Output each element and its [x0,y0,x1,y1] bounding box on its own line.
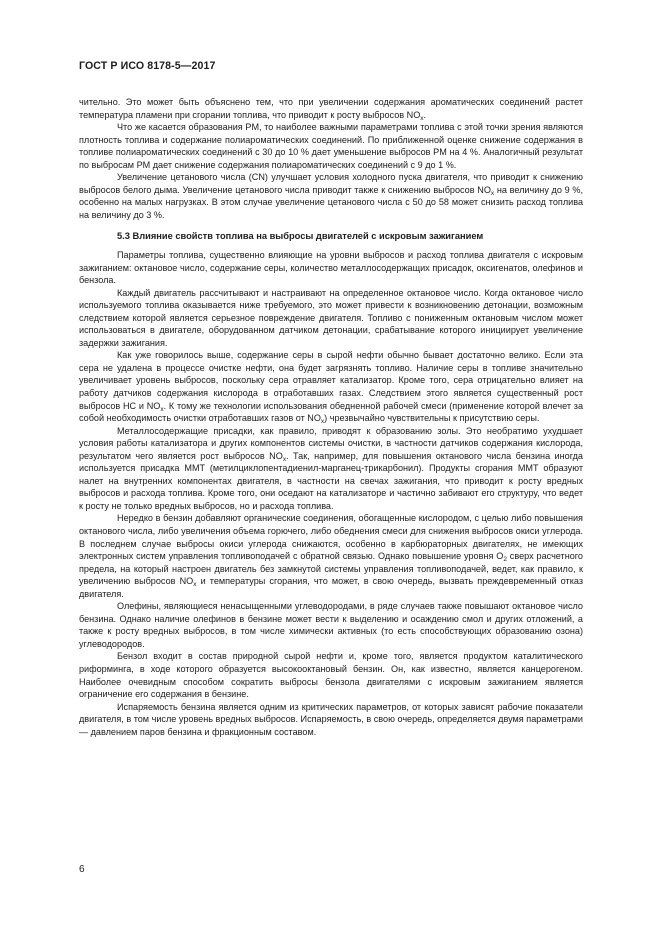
paragraph: Что же касается образования PM, то наиболее важными параметрами топлива с этой точки зрения являются плотность топлива и содержание полиароматических соединений. По приближенной оценке снижение содержания в топливе полиароматических соединений с 30 до 10 % дает уменьшение выбросов PM на 4 %. Аналогичный результат по выбросам PM дает снижение содержания полиароматических соединений с 9 до 1 %. [79,122,583,170]
page-body [79,96,583,738]
paragraph: Испаряемость бензина является одним из критических параметров, от которых зависят рабочие показатели двигателя, в том числе уровень вредных выбросов. Испаряемость, в свою очередь, определяется двумя параметрами — давлением паров бензина и фракционным составом. [79,701,583,737]
paragraph: Металлосодержащие присадки, как правило, приводят к образованию золы. Это необратимо ухудшает условия работы катализатора и других компонентов системы очистки, в частности датчиков содержания кислорода, результатом чего является рост выбросов $NO_x$. Так, например, для повышения октанового числа бензина иногда используется присадка MMT (метилциклопентадиенил-марганец-трикарбонил). Продукты сгорания MMT образуют налет на внутренних компонентах двигателя, в частности на свечах зажигания, что приводит к росту вредных выбросов и расхода топлива. Кроме того, они оседают на катализаторе и частично забивают его структуру, что ведет к росту не только вредных выбросов, но и расхода топлива. [79,425,583,511]
paragraph: чительно. Это может быть объяснено тем, что при увеличении содержания ароматических соединений растет температура пламени при сгорании топлива, что приводит к росту выбросов $NO_x$. [79,97,583,122]
page-number: 6 [79,864,85,875]
paragraph: Как уже говорилось выше, содержание серы в сырой нефти обычно бывает достаточно велико. Если эта сера не удалена в процессе очистке нефти, она будет загрязнять топливо. Наличие серы в топливе значительно увеличивает уровень выбросов, поскольку сера отравляет катализатор. Кроме того, сера отрицательно влияет на работу датчиков содержания кислорода в отработавших газах. Следствием этого является существенный рост выбросов HC и $NO_x$. К тому же технологии использования обедненной рабочей смеси (применение которой влечет за собой необходимость очистки отработавших газов от $NO_x$) чрезвычайно чувствительны к присутствию серы. [79,350,583,426]
paragraph: Параметры топлива, существенно влияющие на уровни выбросов и расход топлива двигателя с искровым зажиганием: октановое число, содержание серы, количество металлосодержащих присадок, оксигенатов, олефинов и бензола. [79,249,583,286]
paragraph: Увеличение цетанового числа (CN) улучшает условия холодного пуска двигателя, что приводит к снижению выбросов белого дыма. Увеличение цетанового числа приводит также к снижению выбросов $NO_x$ на величину до 9 %, особенно на малых нагрузках. В этом случае увеличение цетанового числа с 50 до 58 может снизить расход топлива на величину до 3 %. [79,172,583,220]
paragraph: Бензол входит в состав природной сырой нефти и, кроме того, является продуктом каталитического риформинга, в ходе которого образуется высокооктановый бензин. Он, как известно, является канцерогеном. Наиболее очевидным способом сократить выбросы бензола двигателями с искровым зажиганием является ограничение его содержания в бензине. [79,651,583,700]
paragraph: Олефины, являющиеся ненасыщенными углеводородами, в ряде случаев также повышают октановое число бензина. Однако наличие олефинов в бензине может вести к выделению и осаждению смол и других отложений, а также к росту вредных выбросов, в том числе химически активных (то есть способствующих образованию озона) углеводородов. [79,601,583,649]
section-heading: 5.3 Влияние свойств топлива на выбросы двигателей с искровым зажиганием [117,231,484,242]
paragraph: Нередко в бензин добавляют органические соединения, обогащенные кислородом, с целью либо повышения октанового числа, либо увеличения объема горючего, либо обеднения смеси для снижения выбросов окиси углерода. В последнем случае выбросы окиси углерода снижаются, особенно в карбюраторных двигателях, не имеющих электронных систем управления топливоподачей с обратной связью. Однако повышение уровня $O_2$ сверх расчетного предела, на который настроен двигатель без замкнутой системы управления топливоподачей, ведет, как правило, к увеличению выбросов $NO_x$ и температуры сгорания, что может, в свою очередь, вызвать преждевременный отказ двигателя. [79,513,583,599]
paragraph: Каждый двигатель рассчитывают и настраивают на определенное октановое число. Когда октановое число используемого топлива оказывается ниже требуемого, это может привести к возникновению детонации, возможным следствием которой является серьезное повреждение двигателя. Топливо с пониженным октановым числом может использоваться в двигателе, оборудованном датчиком детонации, срабатывание которого инициирует увеличение задержки зажигания. [79,287,583,348]
document-header: ГОСТ Р ИСО 8178-5—2017 [79,60,216,72]
